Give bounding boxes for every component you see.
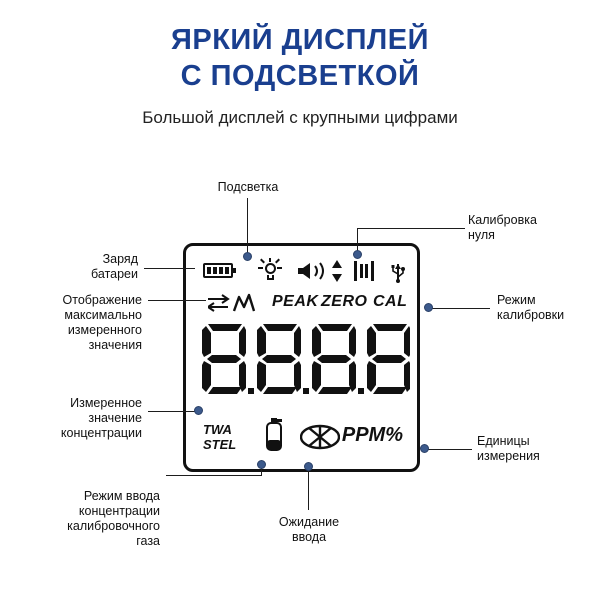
callout-backlight: Подсветка <box>217 180 279 194</box>
leader-zero-calib-h <box>357 228 465 229</box>
leader-calib-mode <box>428 308 490 309</box>
stel-label: STEL <box>203 437 237 452</box>
hourglass-icon <box>300 424 340 450</box>
callout-max-value: Отображение максимально измеренного значения <box>62 293 142 352</box>
leader-backlight <box>247 198 248 256</box>
anchor-calib-mode <box>424 303 433 312</box>
units-indicator: PPM% <box>341 424 403 446</box>
callout-measured: Измеренное значение концентрации <box>60 396 142 440</box>
leader-battery <box>144 268 195 269</box>
peak-indicator: PEAK <box>272 293 319 310</box>
lcd-digits <box>200 322 410 394</box>
leader-units <box>424 449 472 450</box>
backlight-bulb-icon <box>258 258 282 284</box>
callout-await-input: Ожидание ввода <box>278 515 340 544</box>
lcd-top-icon-row <box>186 254 417 284</box>
anchor-zero-calib <box>353 250 362 259</box>
up-down-arrows-icon <box>332 260 342 282</box>
page-title-line1: ЯРКИЙ ДИСПЛЕЙ <box>171 24 429 56</box>
anchor-measured <box>194 406 203 415</box>
lcd-mode-row <box>186 290 417 316</box>
zero-calibration-icon <box>354 261 376 281</box>
page-title-line2: С ПОДСВЕТКОЙ <box>180 60 420 92</box>
callout-units: Единицы измерения <box>477 434 540 463</box>
callout-zero-calib: Калибровка нуля <box>468 213 537 242</box>
usb-icon <box>390 260 406 283</box>
anchor-gas-input <box>257 460 266 469</box>
anchor-await-input <box>304 462 313 471</box>
twa-label: TWA <box>203 422 232 437</box>
battery-icon <box>203 263 233 278</box>
leader-gas-input-h <box>166 475 262 476</box>
callout-calib-mode: Режим калибровки <box>497 293 565 322</box>
speaker-icon <box>296 262 332 280</box>
page-subtitle: Большой дисплей с крупными цифрами <box>142 108 458 127</box>
twa-stel-indicator <box>203 422 236 452</box>
callout-gas-input: Режим ввода концентрации калибровочного газа <box>67 489 160 548</box>
leader-max-value <box>148 300 206 301</box>
lcd-panel <box>183 243 420 472</box>
callout-battery: Заряд батареи <box>91 252 138 281</box>
max-value-icon <box>208 292 262 314</box>
zero-indicator: ZERO <box>321 293 368 310</box>
anchor-backlight <box>243 252 252 261</box>
anchor-units <box>420 444 429 453</box>
leader-await-input <box>308 468 309 510</box>
leader-measured <box>148 411 198 412</box>
gas-cylinder-icon <box>263 418 285 452</box>
cal-indicator: CAL <box>373 293 408 310</box>
